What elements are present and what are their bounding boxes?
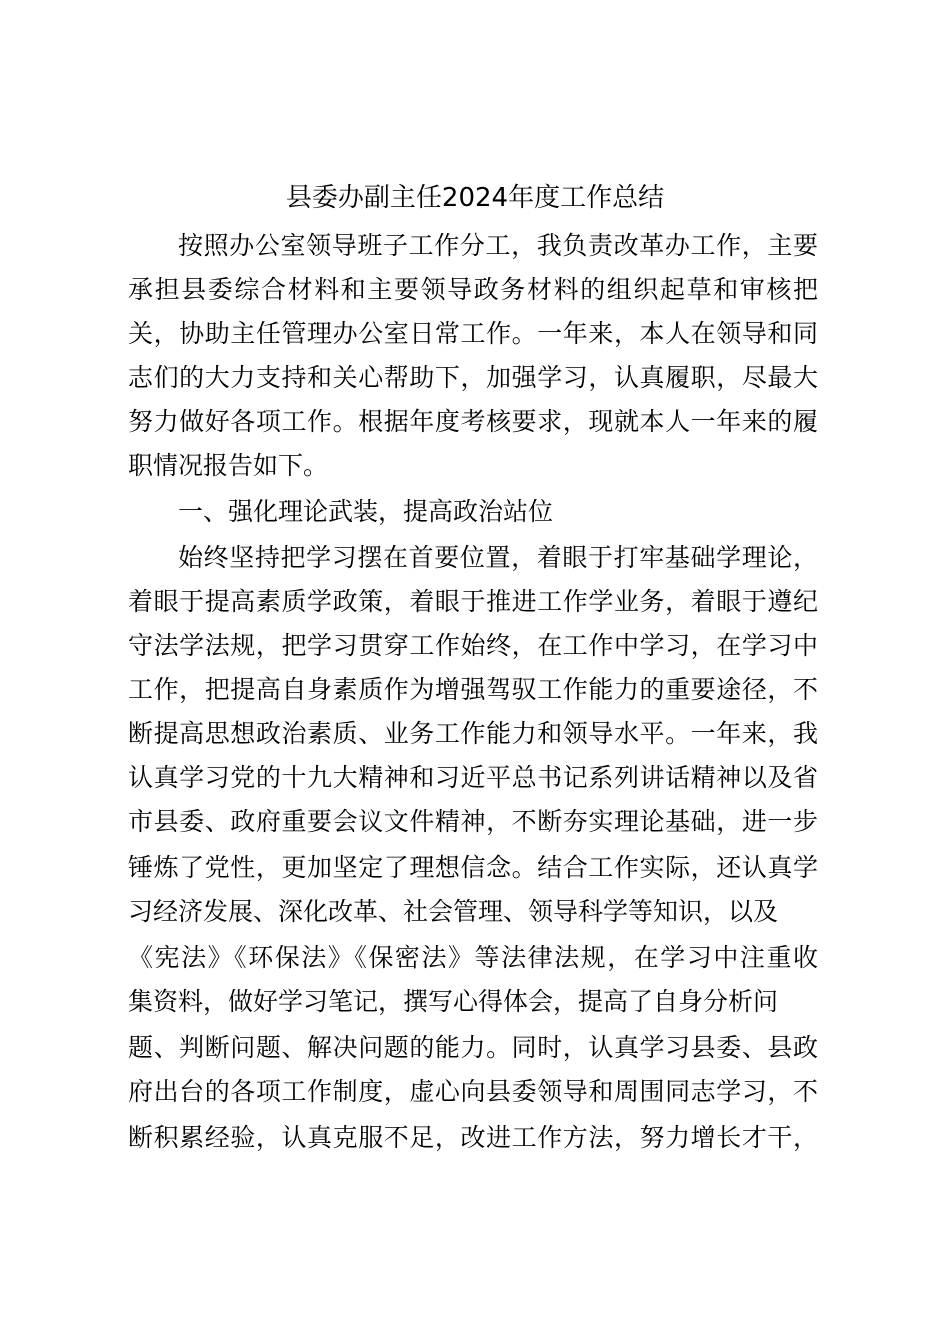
paragraph-line: 始终坚持把学习摆在首要位置，着眼于打牢基础学理论， [178, 543, 818, 572]
paragraph-line: 守法学法规，把学习贯穿工作始终，在工作中学习，在学习中 [128, 631, 818, 660]
paragraph-line: 承担县委综合材料和主要领导政务材料的组织起草和审核把 [128, 275, 818, 304]
paragraph-line: 努力做好各项工作。根据年度考核要求，现就本人一年来的履 [128, 407, 818, 436]
paragraph-line: 锤炼了党性，更加坚定了理想信念。结合工作实际，还认真学 [128, 853, 818, 882]
paragraph-line: 府出台的各项工作制度，虚心向县委领导和周围同志学习，不 [128, 1077, 818, 1106]
paragraph-line: 关，协助主任管理办公室日常工作。一年来，本人在领导和同 [128, 319, 818, 348]
paragraph-line: 认真学习党的十九大精神和习近平总书记系列讲话精神以及省 [128, 763, 818, 792]
document-title: 县委办副主任2024年度工作总结 [285, 183, 665, 213]
paragraph-line: 断提高思想政治素质、业务工作能力和领导水平。一年来，我 [128, 719, 818, 748]
paragraph-line: 题、判断问题、解决问题的能力。同时，认真学习县委、县政 [128, 1033, 818, 1062]
paragraph-line: 《宪法》《环保法》《保密法》等法律法规，在学习中注重收 [128, 943, 818, 972]
paragraph-line: 断积累经验，认真克服不足，改进工作方法，努力增长才干， [128, 1123, 818, 1152]
paragraph-line: 志们的大力支持和关心帮助下，加强学习，认真履职，尽最大 [128, 363, 818, 392]
paragraph-line: 市县委、政府重要会议文件精神，不断夯实理论基础，进一步 [128, 807, 818, 836]
paragraph-line: 工作，把提高自身素质作为增强驾驭工作能力的重要途径，不 [128, 675, 818, 704]
paragraph-line: 集资料，做好学习笔记，撰写心得体会，提高了自身分析问 [128, 987, 779, 1016]
paragraph-line: 习经济发展、深化改革、社会管理、领导科学等知识，以及 [128, 897, 779, 926]
section-heading: 一、强化理论武装，提高政治站位 [178, 497, 554, 526]
paragraph-line: 按照办公室领导班子工作分工，我负责改革办工作，主要 [178, 231, 818, 260]
paragraph-line: 职情况报告如下。 [128, 451, 329, 480]
paragraph-line: 着眼于提高素质学政策，着眼于推进工作学业务，着眼于遵纪 [128, 587, 818, 616]
